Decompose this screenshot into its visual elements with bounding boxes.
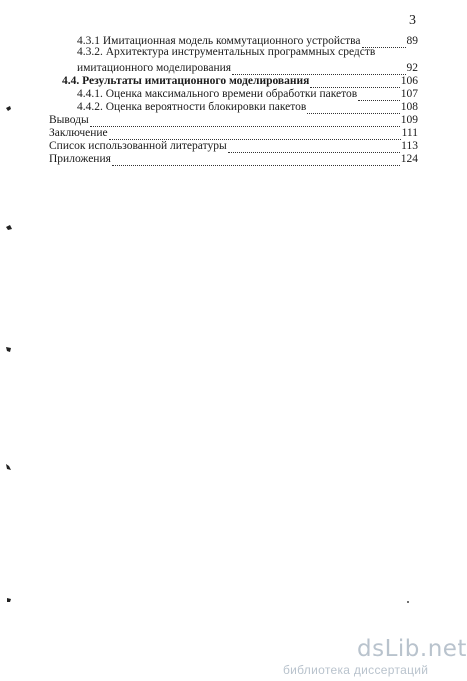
toc-leader-dots	[112, 155, 400, 166]
scan-mark	[4, 344, 14, 354]
toc-entry-title: Список использованной литературы	[49, 140, 227, 152]
toc-entry-page: 108	[400, 101, 418, 113]
toc-entry-page: 89	[406, 35, 418, 47]
scan-speck	[406, 600, 410, 604]
toc-entry-page: 111	[401, 127, 418, 139]
toc-leader-dots	[90, 116, 400, 127]
toc-entry-title: имитационного моделирования	[77, 62, 232, 74]
toc-entry-title: 4.3.1 Имитационная модель коммутационного устройства	[77, 35, 361, 47]
toc-entry-conclusion[interactable]	[49, 127, 418, 140]
toc-entry-conclusions-chapter[interactable]	[49, 114, 418, 127]
toc-entry-4-4-2[interactable]	[77, 101, 418, 114]
watermark-logo[interactable]	[357, 637, 467, 661]
toc-leader-dots	[228, 142, 401, 153]
scan-mark	[4, 462, 14, 472]
toc-entry-page: 113	[401, 140, 418, 152]
watermark-brand: dsLib.net	[357, 636, 467, 662]
toc-entry-title: Приложения	[49, 153, 111, 165]
toc-entry-references[interactable]	[49, 140, 418, 153]
toc-entry-page: 109	[400, 114, 418, 126]
toc-entry-4-4-1[interactable]	[77, 88, 418, 101]
toc-entry-page: 124	[400, 153, 418, 165]
toc-leader-dots	[307, 103, 399, 114]
watermark-tagline: библиотека диссертаций	[283, 663, 429, 677]
toc-leader-dots	[232, 64, 405, 75]
toc-entry-4-3-2[interactable]	[77, 62, 418, 75]
toc-leader-dots	[358, 90, 400, 101]
toc-entry-title: 4.4.1. Оценка максимального времени обработки пакетов	[77, 88, 358, 100]
toc-entry-title: Заключение	[49, 127, 108, 139]
toc-entry-title: Выводы	[49, 114, 89, 126]
toc-entry-page: 106	[400, 75, 418, 87]
toc-entry-page: 92	[406, 62, 418, 74]
scan-mark	[4, 595, 14, 605]
toc-entry-page: 107	[400, 88, 418, 100]
toc-entry-title: 4.4.2. Оценка вероятности блокировки пакетов	[77, 101, 307, 113]
toc-entry-appendices[interactable]	[49, 153, 418, 166]
page-number: 3	[409, 13, 416, 28]
toc-entry-4-3-2-line1[interactable]: 4.3.2. Архитектура инструментальных программных средств	[77, 46, 376, 58]
toc-leader-dots	[310, 77, 399, 88]
toc-leader-dots	[109, 129, 401, 140]
toc-entry-4-4[interactable]	[62, 75, 418, 88]
scan-mark	[4, 223, 14, 233]
scan-mark	[4, 103, 14, 113]
toc-entry-title: 4.4. Результаты имитационного моделирования	[62, 75, 310, 87]
